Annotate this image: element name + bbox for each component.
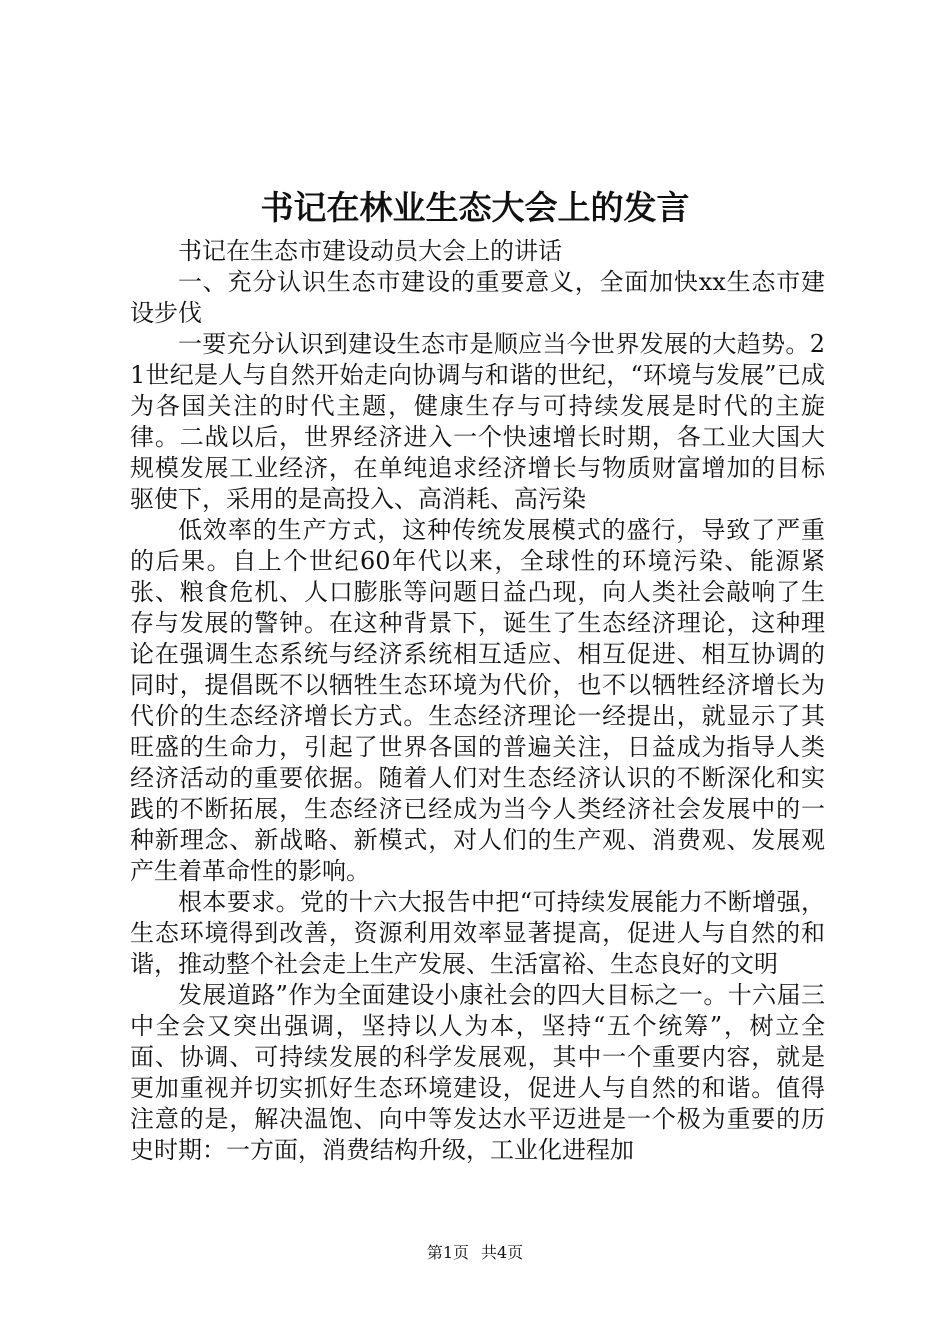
document-body <box>130 236 825 1166</box>
page-footer <box>0 1242 950 1264</box>
paragraph-body: 发展道路”作为全面建设小康社会的四大目标之一。十六届三中全会又突出强调，坚持以人为本，坚持“五个统筹”，树立全面、协调、可持续发展的科学发展观，其中一个重要内容，就是更加重视并切实抓好生态环境建设，促进人与自然的和谐。值得注意的是，解决温饱、向中等发达水平迈进是一个极为重要的历史时期：一方面，消费结构升级，工业化进程加 <box>130 981 825 1164</box>
paragraph-body: 根本要求。党的十六大报告中把“可持续发展能力不断增强，生态环境得到改善，资源利用效率显著提高，促进人与自然的和谐，推动整个社会走上生产发展、生活富裕、生态良好的文明 <box>130 888 825 978</box>
paragraph-subtitle: 书记在生态市建设动员大会上的讲话 <box>178 237 562 265</box>
page-number: 第1页 <box>426 1243 469 1262</box>
page-total: 共4页 <box>481 1243 524 1262</box>
paragraph-section-heading: 一、充分认识生态市建设的重要意义，全面加快xx生态市建设步伐 <box>130 268 825 327</box>
paragraph-body: 一要充分认识到建设生态市是顺应当今世界发展的大趋势。21世纪是人与自然开始走向协调与和谐的世纪，“环境与发展”已成为各国关注的时代主题，健康生存与可持续发展是时代的主旋律。二战以后，世界经济进入一个快速增长时期，各工业大国大规模发展工业经济，在单纯追求经济增长与物质财富增加的目标驱使下，采用的是高投入、高消耗、高污染 <box>130 330 825 513</box>
document-title: 书记在林业生态大会上的发言 <box>260 188 690 227</box>
paragraph-body: 低效率的生产方式，这种传统发展模式的盛行，导致了严重的后果。自上个世纪60年代以来，全球性的环境污染、能源紧张、粮食危机、人口膨胀等问题日益凸现，向人类社会敲响了生存与发展的警钟。在这种背景下，诞生了生态经济理论，这种理论在强调生态系统与经济系统相互适应、相互促进、相互协调的同时，提倡既不以牺牲生态环境为代价，也不以牺牲经济增长为代价的生态经济增长方式。生态经济理论一经提出，就显示了其旺盛的生命力，引起了世界各国的普遍关注，日益成为指导人类经济活动的重要依据。随着人们对生态经济认识的不断深化和实践的不断拓展，生态经济已经成为当今人类经济社会发展中的一种新理念、新战略、新模式，对人们的生产观、消费观、发展观产生着革命性的影响。 <box>130 516 825 885</box>
